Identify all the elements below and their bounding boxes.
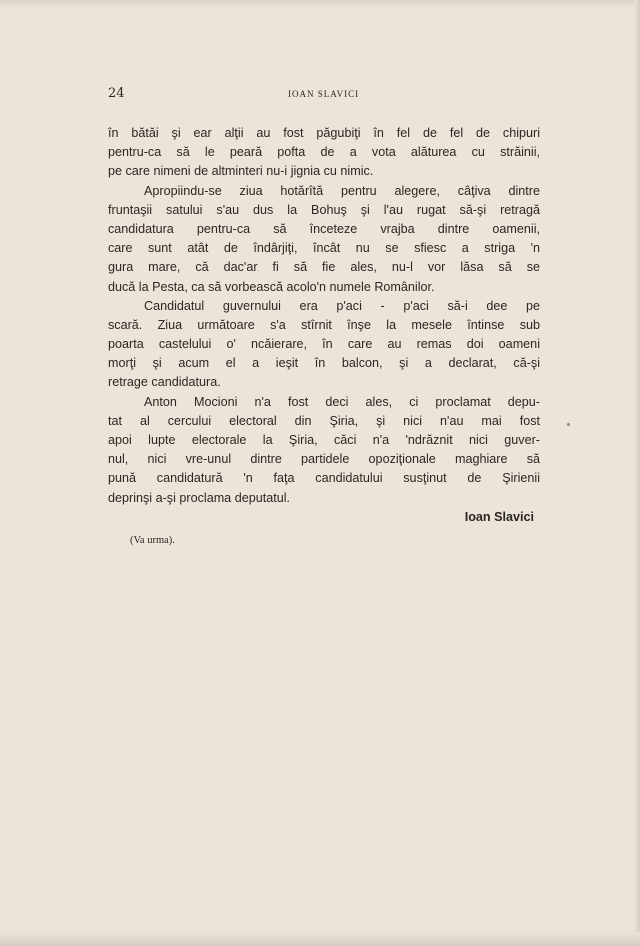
article-body: [108, 124, 540, 508]
text-line: care sunt atât de îndârjiţi, încât nu se sfiesc a striga 'n: [108, 241, 540, 256]
text-line: retrage candidatura.: [108, 375, 221, 390]
continuation-note: (Va urma).: [130, 534, 175, 546]
text-line: pe care nimeni de altminteri nu-i jignia cu nimic.: [108, 164, 374, 179]
text-line: nul, nici vre-unul dintre partidele opoziţionale maghiare să: [108, 452, 540, 467]
text-line: apoi lupte electorale la Şiria, căci n'a 'ndrăznit nici guver-: [108, 433, 540, 447]
text-line: tat al cercului electoral din Şiria, şi nici n'au mai fost: [108, 413, 540, 428]
text-line: pentru-ca să le peară pofta de a vota alăturea cu străinii,: [108, 145, 540, 160]
text-line: în bătăi şi ear alţii au fost păgubiţi în fel de fel de chipuri: [108, 126, 540, 140]
book-page: [108, 80, 540, 546]
ink-speck: [567, 423, 570, 426]
text-line: deprinşi a-şi proclama deputatul.: [108, 490, 291, 505]
page-header: [108, 80, 540, 104]
scan-edge-right: [634, 0, 640, 946]
author-signature: Ioan Slavici: [464, 509, 534, 524]
text-line: pună candidatură 'n faţa candidatului susţinut de Şirienii: [108, 471, 540, 486]
scan-edge-bottom: [0, 932, 640, 946]
text-line: Candidatul guvernului era p'aci - p'aci să-i dee pe: [144, 298, 540, 313]
text-line: gura mare, că dac'ar fi să fie ales, nu-l vor lăsa să se: [108, 260, 540, 275]
text-line: ducă la Pesta, ca să vorbească acolo'n numele Românilor.: [108, 279, 435, 294]
text-line: candidatura pentru-ca să înceteze vrajba dintre oamenii,: [108, 221, 540, 236]
text-line: Anton Mocioni n'a fost deci ales, ci proclamat depu-: [144, 394, 540, 409]
page-number: 24: [108, 86, 125, 101]
text-line: fruntaşii satului s'au dus la Bohuş şi l'au rugat să-şi retragă: [108, 202, 540, 217]
text-line: morţi şi acum el a ieşit în balcon, şi a declarat, că-şi: [108, 356, 540, 371]
text-line: poarta castelului o' ncăierare, în care au remas doi oameni: [108, 337, 540, 352]
scan-edge-top: [0, 0, 640, 8]
text-line: scară. Ziua următoare s'a stîrnit înşe la mesele întinse sub: [108, 317, 540, 332]
running-head: IOAN SLAVICI: [288, 89, 360, 99]
text-line: Apropiindu-se ziua hotărîtă pentru alegere, câţiva dintre: [144, 183, 540, 198]
